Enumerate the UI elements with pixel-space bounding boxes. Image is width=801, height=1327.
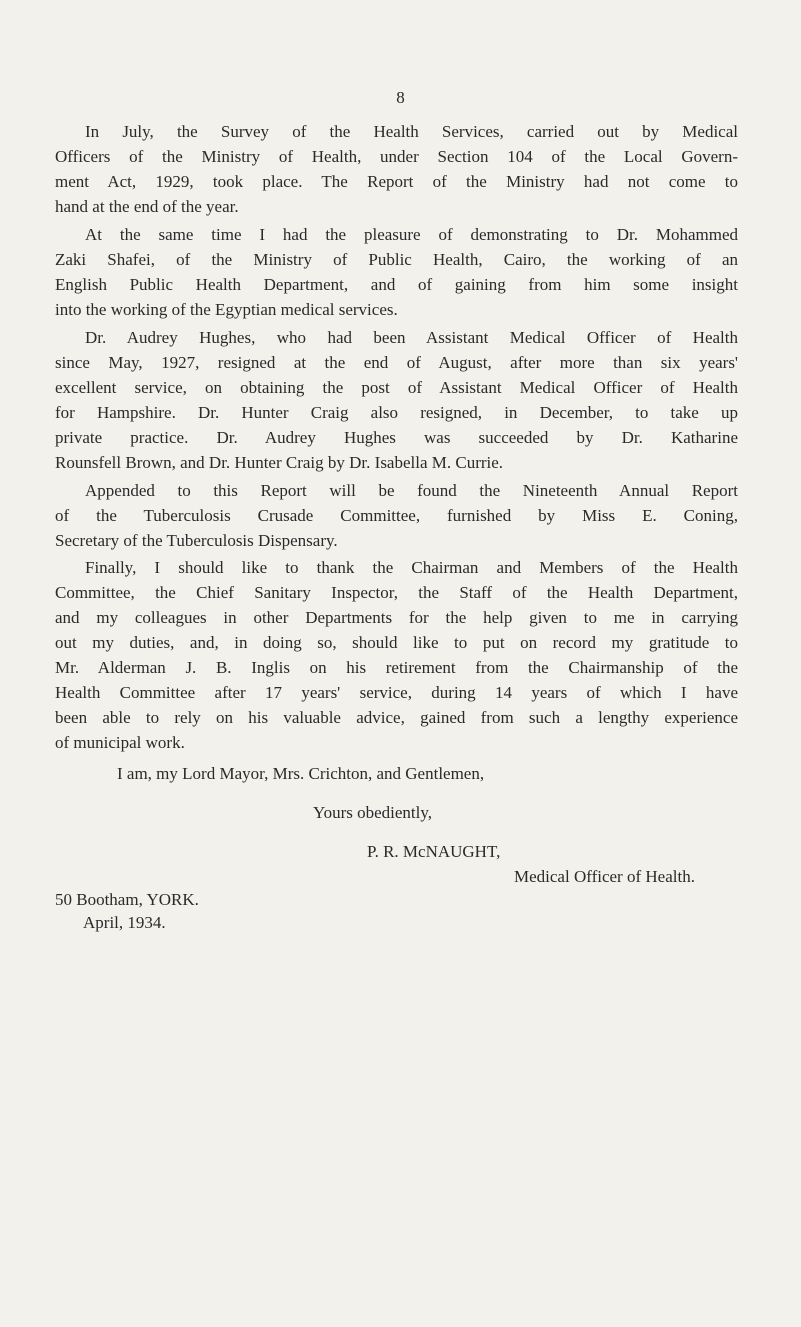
text-line: out my duties, and, in doing so, should like to put on record my gratitude to <box>55 633 738 652</box>
text-line: since May, 1927, resigned at the end of August, after more than six years' <box>55 353 738 372</box>
signatory-name: P. R. McNAUGHT, <box>367 842 501 861</box>
paragraph-egyptian-visit <box>55 222 738 322</box>
text-line: private practice. Dr. Audrey Hughes was succeeded by Dr. Katharine <box>55 428 738 447</box>
text-line: In July, the Survey of the Health Services, carried out by Medical <box>85 122 738 141</box>
valediction: Yours obediently, <box>313 803 433 822</box>
paragraph-staff-changes <box>55 325 738 475</box>
text-line: Officers of the Ministry of Health, under Section 104 of the Local Govern- <box>55 147 738 166</box>
text-line: English Public Health Department, and of gaining from him some insight <box>55 275 738 294</box>
salutation: I am, my Lord Mayor, Mrs. Crichton, and Gentlemen, <box>117 764 485 783</box>
paragraph-survey <box>55 119 738 219</box>
page-number: 8 <box>396 88 405 107</box>
text-line: been able to rely on his valuable advice, gained from such a lengthy experience <box>55 708 738 727</box>
address: 50 Bootham, YORK. <box>55 890 199 909</box>
text-line: Appended to this Report will be found the Nineteenth Annual Report <box>85 481 738 500</box>
text-line: Finally, I should like to thank the Chairman and Members of the Health <box>85 558 738 577</box>
text-line: ment Act, 1929, took place. The Report of the Ministry had not come to <box>55 172 738 191</box>
text-line: excellent service, on obtaining the post of Assistant Medical Officer of Health <box>55 378 738 397</box>
text-line: of municipal work. <box>55 733 185 752</box>
text-line: into the working of the Egyptian medical services. <box>55 300 398 319</box>
text-line: Rounsfell Brown, and Dr. Hunter Craig by Dr. Isabella M. Currie. <box>55 453 504 472</box>
signatory-title: Medical Officer of Health. <box>514 867 695 886</box>
text-line: and my colleagues in other Departments for the help given to me in carrying <box>55 608 738 627</box>
text-line: Committee, the Chief Sanitary Inspector, the Staff of the Health Department, <box>55 583 738 602</box>
text-line: for Hampshire. Dr. Hunter Craig also resigned, in December, to take up <box>55 403 738 422</box>
paragraph-acknowledgements <box>55 555 738 755</box>
text-line: of the Tuberculosis Crusade Committee, furnished by Miss E. Coning, <box>55 506 738 525</box>
text-line: Health Committee after 17 years' service, during 14 years of which I have <box>55 683 738 702</box>
text-line: Mr. Alderman J. B. Inglis on his retirement from the Chairmanship of the <box>55 658 738 677</box>
text-line: Dr. Audrey Hughes, who had been Assistant Medical Officer of Health <box>85 328 738 347</box>
text-line: Zaki Shafei, of the Ministry of Public Health, Cairo, the working of an <box>55 250 738 269</box>
date: April, 1934. <box>83 913 166 932</box>
text-line: At the same time I had the pleasure of demonstrating to Dr. Mohammed <box>85 225 738 244</box>
paragraph-tuberculosis-report <box>55 478 738 553</box>
text-line: hand at the end of the year. <box>55 197 239 216</box>
text-line: Secretary of the Tuberculosis Dispensary. <box>55 531 338 550</box>
